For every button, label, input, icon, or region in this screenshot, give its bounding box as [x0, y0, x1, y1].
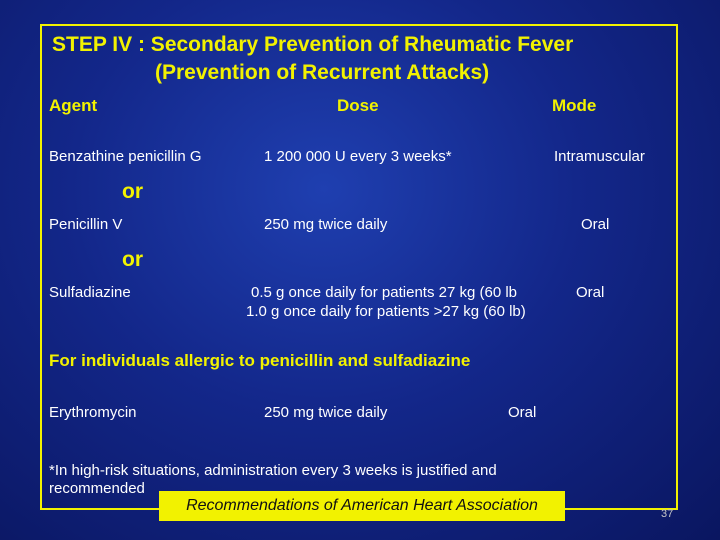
row-mode-erythromycin: Oral	[508, 404, 537, 421]
header-dose: Dose	[337, 96, 379, 115]
header-mode: Mode	[552, 96, 597, 115]
or-label-1: or	[122, 180, 143, 203]
row-agent-benzathine: Benzathine penicillin G	[49, 148, 202, 165]
allergic-heading: For individuals allergic to penicillin and sulfadiazine	[49, 351, 471, 370]
row-dose-benzathine: 1 200 000 U every 3 weeks*	[264, 148, 452, 165]
page-number: 37	[661, 508, 674, 520]
header-agent: Agent	[49, 96, 98, 115]
row-agent-erythromycin: Erythromycin	[49, 404, 137, 421]
row-dose-sulfadiazine-line2: 1.0 g once daily for patients >27 kg (60 lb)	[246, 303, 526, 320]
row-mode-benzathine: Intramuscular	[554, 148, 645, 165]
footnote-line1: *In high-risk situations, administration every 3 weeks is justified and	[49, 462, 497, 479]
aha-recommendation-ribbon: Recommendations of American Heart Association	[159, 491, 565, 521]
row-agent-penicillin-v: Penicillin V	[49, 216, 123, 233]
or-label-2: or	[122, 248, 143, 271]
row-mode-penicillin-v: Oral	[581, 216, 610, 233]
row-dose-erythromycin: 250 mg twice daily	[264, 404, 388, 421]
row-mode-sulfadiazine: Oral	[576, 284, 605, 301]
slide-title-line2: (Prevention of Recurrent Attacks)	[155, 61, 490, 84]
slide-title-line1: STEP IV : Secondary Prevention of Rheumatic Fever	[52, 33, 574, 56]
row-dose-sulfadiazine-line1: 0.5 g once daily for patients 27 kg (60 lb	[251, 284, 518, 301]
row-agent-sulfadiazine: Sulfadiazine	[49, 284, 131, 301]
footnote-line2: recommended	[49, 480, 145, 497]
row-dose-penicillin-v: 250 mg twice daily	[264, 216, 388, 233]
